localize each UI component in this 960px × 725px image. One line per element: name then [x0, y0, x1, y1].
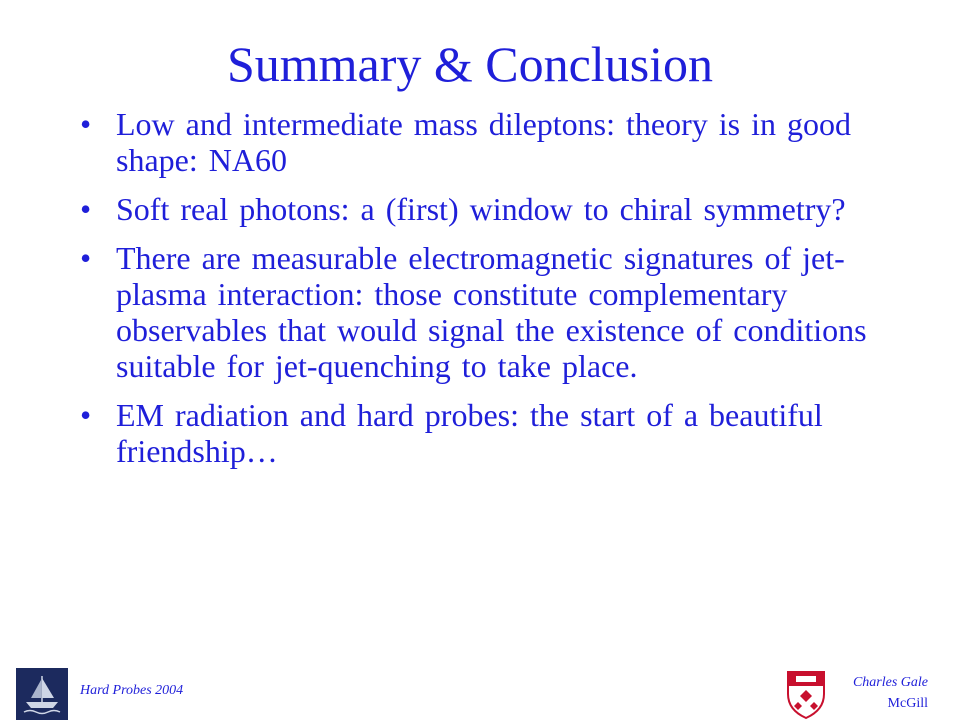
bullet-text: Low and intermediate mass dileptons: theory is in good shape: NA60	[116, 106, 851, 178]
bullet-dot: •	[80, 106, 92, 142]
ship-logo-icon	[16, 668, 68, 720]
bullet-text: EM radiation and hard probes: the start of a beautiful friendship…	[116, 397, 823, 469]
institution-name: McGill	[887, 696, 928, 711]
slide-title: Summary & Conclusion	[226, 36, 714, 92]
bullet-list	[78, 106, 878, 482]
bullet-text: There are measurable electromagnetic signatures of jet-plasma interaction: those constitute complementary observables that would signal the existence of conditions suitable for jet-quenching to take place.	[116, 240, 867, 384]
conference-label: Hard Probes 2004	[80, 683, 184, 698]
bullet-item	[78, 191, 878, 227]
mcgill-crest-icon	[784, 668, 828, 720]
bullet-item	[78, 240, 878, 384]
author-name: Charles Gale	[852, 675, 928, 690]
bullet-text: Soft real photons: a (first) window to chiral symmetry?	[116, 191, 846, 227]
author-block	[828, 672, 928, 714]
bullet-item	[78, 106, 878, 178]
bullet-dot: •	[80, 191, 92, 227]
bullet-dot: •	[80, 397, 92, 433]
bullet-dot: •	[80, 240, 92, 276]
bullet-item	[78, 397, 878, 469]
